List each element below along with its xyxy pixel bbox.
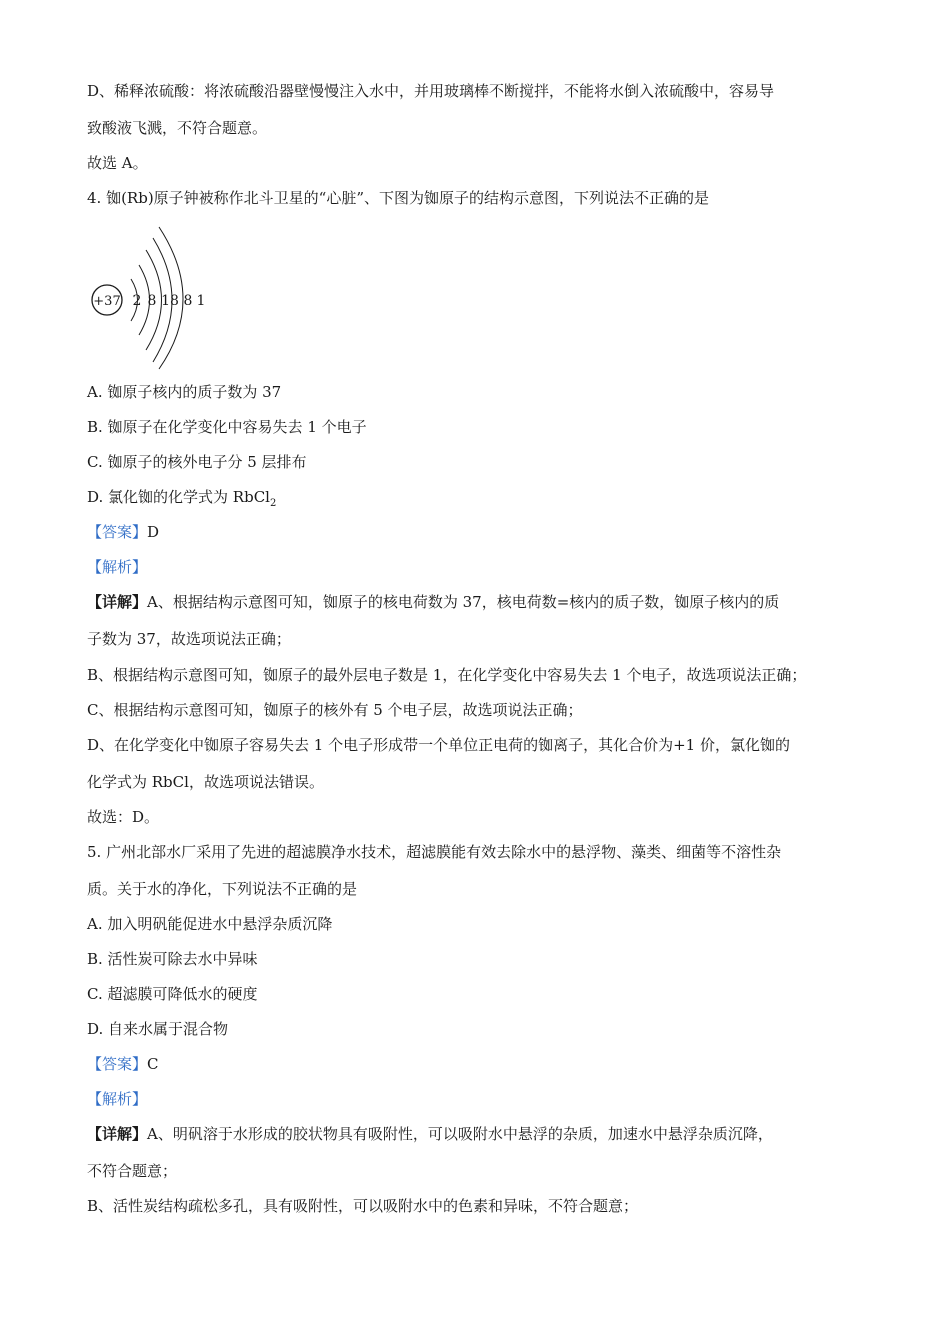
q5-detail-a-line-1 xyxy=(87,1124,773,1144)
q5-answer-line xyxy=(87,1054,159,1074)
q5-answer: C xyxy=(147,1055,159,1073)
q4-option-d-text: D. 氯化铷的化学式为 RbCl xyxy=(87,488,270,506)
q4-detail-a-line-2: 子数为 37，故选项说法正确； xyxy=(87,630,291,648)
q3-option-d-line-2: 致酸液飞溅，不符合题意。 xyxy=(87,119,268,137)
rubidium-atom-structure-diagram xyxy=(87,225,217,370)
q4-detail-c: C、根据结构示意图可知，铷原子的核外有 5 个电子层，故选项说法正确； xyxy=(87,701,583,719)
q4-conclusion: 故选：D。 xyxy=(87,808,160,826)
q5-analysis-line xyxy=(87,1089,147,1109)
q4-detail-b: B、根据结构示意图可知，铷原子的最外层电子数是 1，在化学变化中容易失去 1 个电子，故选项说法正确； xyxy=(87,666,807,684)
q4-detail-d-line-1: D、在化学变化中铷原子容易失去 1 个电子形成带一个单位正电荷的铷离子，其化合价为+1 价，氯化铷的 xyxy=(87,736,790,754)
shell-count-1: 2 xyxy=(132,293,142,309)
q4-answer: D xyxy=(147,523,160,541)
q4-detail-tag: 【详解】 xyxy=(87,593,148,611)
q5-option-a: A. 加入明矾能促进水中悬浮杂质沉降 xyxy=(87,915,333,933)
q5-analysis-tag: 【解析】 xyxy=(87,1090,148,1108)
q5-detail-tag: 【详解】 xyxy=(87,1125,148,1143)
q5-detail-a-text-1: A、明矾溶于水形成的胶状物具有吸附性，可以吸附水中悬浮的杂质，加速水中悬浮杂质沉降， xyxy=(147,1125,773,1143)
q5-answer-tag: 【答案】 xyxy=(87,1055,148,1073)
q5-detail-a-line-2: 不符合题意； xyxy=(87,1162,178,1180)
shell-count-4: 8 xyxy=(183,293,193,309)
shell-count-3: 18 xyxy=(161,293,179,309)
q4-detail-d-line-2: 化学式为 RbCl，故选项说法错误。 xyxy=(87,773,324,791)
nucleus-charge: +37 xyxy=(93,294,121,309)
q4-answer-line xyxy=(87,522,159,542)
q4-analysis-tag: 【解析】 xyxy=(87,558,148,576)
q4-detail-a-text-1: A、根据结构示意图可知，铷原子的核电荷数为 37，核电荷数=核内的质子数，铷原子核内的质 xyxy=(147,593,780,611)
q5-option-d: D. 自来水属于混合物 xyxy=(87,1020,229,1038)
q5-stem-line-2: 质。关于水的净化，下列说法不正确的是 xyxy=(87,880,358,898)
q5-stem-line-1: 5. 广州北部水厂采用了先进的超滤膜净水技术，超滤膜能有效去除水中的悬浮物、藻类、细菌等不溶性杂 xyxy=(87,843,782,861)
q4-option-c: C. 铷原子的核外电子分 5 层排布 xyxy=(87,453,307,471)
q5-option-b: B. 活性炭可除去水中异味 xyxy=(87,950,258,968)
q4-option-d-subscript: 2 xyxy=(269,498,277,509)
shell-count-5: 1 xyxy=(196,293,206,309)
q5-option-c: C. 超滤膜可降低水的硬度 xyxy=(87,985,258,1003)
q4-analysis-line xyxy=(87,557,147,577)
q4-detail-a-line-1 xyxy=(87,592,779,612)
q4-option-b: B. 铷原子在化学变化中容易失去 1 个电子 xyxy=(87,418,367,436)
q3-option-d-line-1: D、稀释浓硫酸：将浓硫酸沿器壁慢慢注入水中，并用玻璃棒不断搅拌，不能将水倒入浓硫酸中，容易导 xyxy=(87,82,775,100)
shell-count-2: 8 xyxy=(147,293,157,309)
q4-option-d xyxy=(87,487,276,514)
q4-stem: 4. 铷(Rb)原子钟被称作北斗卫星的“心脏”、下图为铷原子的结构示意图，下列说法不正确的是 xyxy=(87,189,710,207)
q3-conclusion: 故选 A。 xyxy=(87,154,148,172)
q5-detail-b: B、活性炭结构疏松多孔，具有吸附性，可以吸附水中的色素和异味，不符合题意； xyxy=(87,1197,639,1215)
q4-answer-tag: 【答案】 xyxy=(87,523,148,541)
q4-option-a: A. 铷原子核内的质子数为 37 xyxy=(87,383,282,401)
